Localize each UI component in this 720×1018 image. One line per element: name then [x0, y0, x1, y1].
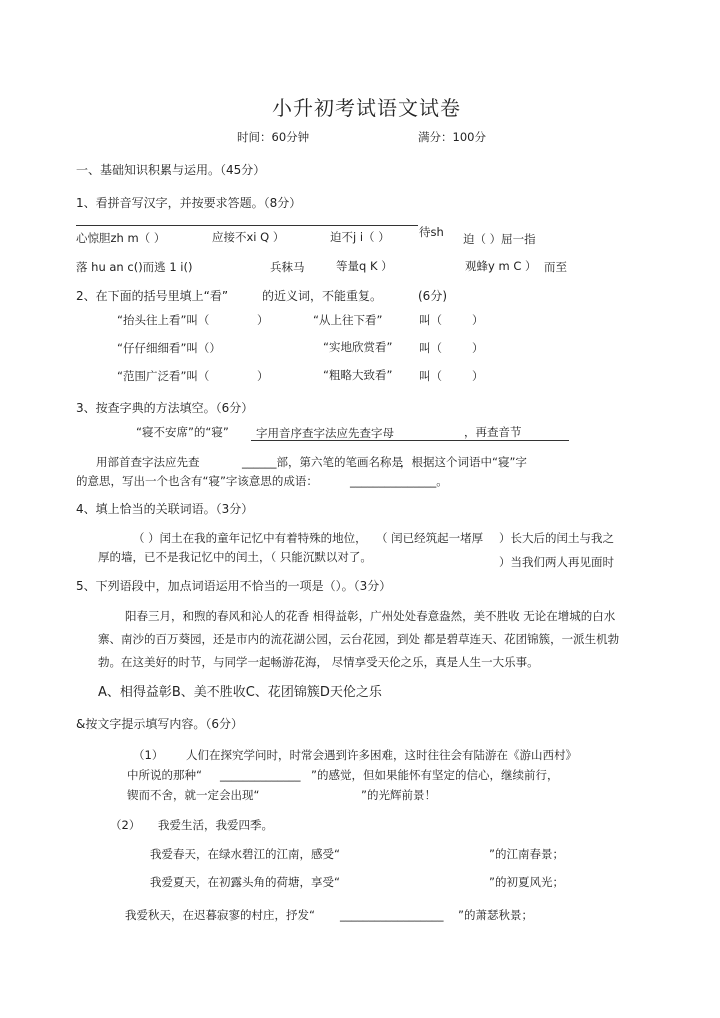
q1-item: 心惊胆zh m（ ） [76, 231, 166, 245]
q5-options: A、相得益彰B、美不胜收C、花团锦簇D天伦之乐 [98, 685, 382, 700]
q6-text: 我爱春天，在绿水碧江的江南，感受“ [150, 847, 340, 861]
q2-heading-tail: 的近义词，不能重复。 [262, 289, 383, 303]
q5-paragraph: 阳春三月，和煦的春风和沁人的花香 相得益彰，广州处处春意盎然，美不胜收 无论在增城的白水 [125, 609, 616, 623]
q5-heading: 5、下列语段中，加点词语运用不恰当的一项是（）。（3分） [76, 579, 392, 593]
q3-text: ______部，第六笔的笔画名称是 [242, 455, 403, 469]
q6-text: 锲而不舍，就一定会出现“ [127, 788, 260, 802]
q6-blank: ______________ [220, 768, 301, 782]
q2-item: “仔仔细细看”叫（） [117, 341, 221, 355]
q2-item: ） [472, 313, 484, 327]
q2-score: (6分) [418, 289, 447, 303]
q6-subnum: （1） [133, 748, 164, 762]
q1-item: 兵秣马 [270, 260, 305, 274]
q2-item: “抬头往上看”叫（ [117, 313, 210, 327]
q2-item: ） [257, 313, 269, 327]
q6-text: ”的感觉，但如果能怀有坚定的信心，继续前行， [311, 768, 559, 782]
q2-item: 叫（ [419, 341, 442, 355]
page-title: 小升初考试语文试卷 [272, 96, 461, 120]
q4-text: 厚的墙，已不是我记忆中的闰土，（ 只能沉默以对了。 [98, 550, 372, 564]
q6-text: 中所说的那种“ [127, 768, 202, 782]
q1-item: 迫不j i（ ） [330, 230, 390, 244]
q6-subnum: （2） [110, 818, 141, 832]
q5-paragraph: 勃。在这美好的时节，与同学一起畅游花海， 尽情享受天伦之乐，真是人生一大乐事。 [98, 655, 539, 669]
q2-item: ） [257, 369, 269, 383]
q2-item: 叫（ [419, 369, 442, 383]
q6-text: ”的江南春景； [489, 847, 564, 861]
q3-underline [251, 440, 569, 441]
q4-heading: 4、填上恰当的关联词语。（3分） [76, 502, 254, 516]
q1-item: 迫（ ）屈一指 [463, 232, 536, 246]
q3-text: 的意思，写出一个也含有“寝”字该意思的成语： [76, 474, 318, 488]
q6-text: 我爱秋天，在迟暮寂寥的村庄，抒发“ [125, 908, 315, 922]
q3-text: ，再查音节 [464, 425, 522, 439]
q6-text: ”的光辉前景！ [361, 788, 436, 802]
q4-text: ）当我们两人再见面时 [499, 555, 614, 569]
q4-text: ）长大后的闰土与我之 [499, 531, 614, 545]
part1-heading: 一、基础知识积累与运用。（45分） [76, 163, 266, 177]
q3-text: “寝不安席”的“寝” [136, 425, 229, 439]
q3-text: _______________。 [350, 474, 448, 488]
q5-paragraph: 寨、南沙的百万葵园，还是市内的流花湖公园，云台花园，到处 都是碧草连天、花团锦簇，一派生机勃 [98, 632, 620, 646]
q2-heading: 2、在下面的括号里填上“看” [76, 289, 229, 303]
q1-item: 而至 [544, 260, 567, 274]
q1-item: 待sh [419, 225, 444, 239]
q1-item: 应接不xi Q ） [212, 230, 285, 244]
q1-item: 观蜂y m C ） [465, 259, 537, 273]
q2-item: “范围广泛看”叫（ [117, 369, 210, 383]
q3-text: ，根据这个词语中“寝”字 [400, 455, 527, 469]
q6-text: 我爱生活，我爱四季。 [158, 818, 273, 832]
q2-item: 叫（ [419, 313, 442, 327]
q6-text: ”的萧瑟秋景； [458, 908, 533, 922]
q1-item: 落 hu an c()而逃 1 i() [76, 260, 193, 274]
q2-item: “实地欣赏看” [323, 340, 393, 354]
q3-heading: 3、按查字典的方法填空。（6分） [76, 401, 254, 415]
exam-score: 满分：100分 [418, 130, 486, 144]
q2-item: ） [472, 341, 484, 355]
q2-item: “从上往下看” [313, 313, 383, 327]
q4-text: （ 闰已经筑起一堵厚 [376, 531, 484, 545]
q3-text: 字用音序查字法应先查字母 [256, 426, 394, 440]
exam-time: 时间：60分钟 [237, 130, 310, 144]
q6-text: ”的初夏风光； [489, 875, 564, 889]
q4-text: （ ）闰土在我的童年记忆中有着特殊的地位， [133, 531, 367, 545]
q6-text: 我爱夏天，在初露头角的荷塘，享受“ [150, 875, 340, 889]
q2-item: ） [472, 369, 484, 383]
q1-underline [76, 225, 418, 226]
q1-item: 等量q K ） [336, 259, 393, 273]
q2-item: “粗略大致看” [323, 368, 393, 382]
q6-heading: &按文字提示填写内容。（6分） [76, 717, 243, 731]
q3-text: 用部首查字法应先查 [96, 455, 200, 469]
q6-blank: __________________ [340, 908, 444, 922]
q1-heading: 1、看拼音写汉字，并按要求答题。（8分） [76, 196, 302, 210]
q6-text: 人们在探究学问时，时常会遇到许多困难，这时往往会有陆游在《游山西村》 [186, 748, 577, 762]
